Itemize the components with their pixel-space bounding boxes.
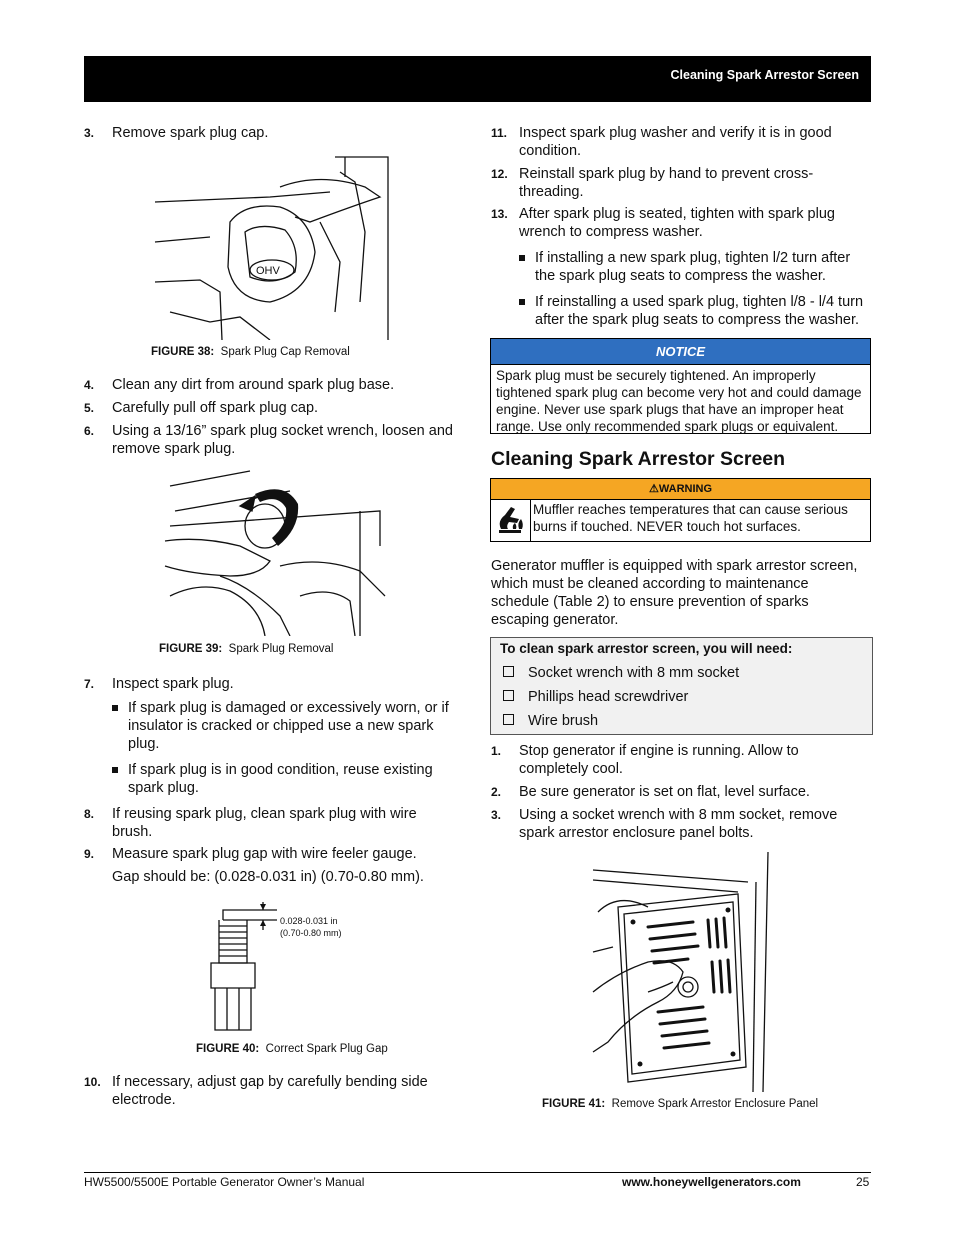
tool-label: Socket wrench with 8 mm socket [528, 665, 740, 681]
bullet-marker [519, 255, 525, 261]
step-number: 10. [84, 1075, 101, 1089]
step-text: If necessary, adjust gap by carefully bending side electrode. [112, 1074, 428, 1108]
bullet-text: If installing a new spark plug, tighten l/2 turn after the spark plug seats to compress the washer. [535, 250, 851, 284]
gap-mm-label: (0.70-0.80 mm) [280, 928, 342, 938]
step-text: If reusing spark plug, clean spark plug with wire brush. [112, 806, 417, 840]
step-number: 9. [84, 847, 95, 861]
section-title: Cleaning Spark Arrestor Screen [491, 448, 786, 470]
intro-paragraph: Generator muffler is equipped with spark arrestor screen, which must be cleaned according to maintenance schedule (Table 2) to ensure prevention of sparks escaping generator. [491, 558, 858, 628]
gap-specification: Gap should be: (0.028-0.031 in) (0.70-0.80 mm). [112, 869, 424, 885]
step-number: 3. [491, 808, 502, 822]
step-text: Clean any dirt from around spark plug base. [112, 377, 395, 393]
figure-label: FIGURE 41: [542, 1098, 606, 1110]
figure-41-caption [542, 1098, 818, 1110]
checkbox-icon [503, 666, 514, 677]
figure-38-caption [151, 346, 350, 358]
footer-url[interactable]: www.honeywellgenerators.com [622, 1175, 801, 1189]
figure-title: Remove Spark Arrestor Enclosure Panel [611, 1098, 819, 1110]
step-number: 13. [491, 207, 508, 221]
header-title: Cleaning Spark Arrestor Screen [670, 68, 859, 82]
step-6 [84, 422, 464, 462]
bullet-marker [112, 767, 118, 773]
figure-title: Spark Plug Cap Removal [220, 346, 350, 358]
footer-manual-title: HW5500/5500E Portable Generator Owner’s Manual [84, 1175, 365, 1189]
tool-item [503, 689, 688, 705]
notice-title: NOTICE [491, 339, 870, 365]
bullet-text: If spark plug is damaged or excessively worn, or if insulator is cracked or chipped use a new spark plug. [128, 700, 449, 752]
step-text: Using a socket wrench with 8 mm socket, remove spark arrestor enclosure panel bolts. [519, 807, 838, 841]
figure-label: FIGURE 40: [196, 1043, 260, 1055]
step-number: 4. [84, 378, 95, 392]
svg-text:OHV: OHV [256, 265, 280, 277]
figure-39-caption [159, 643, 333, 655]
header-bar [84, 56, 871, 102]
figure-label: FIGURE 39: [159, 643, 223, 655]
spark-plug-gap-illustration [205, 898, 365, 1034]
spark-plug-cap-illustration [150, 152, 400, 340]
step-text: Reinstall spark plug by hand to prevent cross-threading. [519, 166, 814, 200]
figure-label: FIGURE 38: [151, 346, 215, 358]
step-text: Inspect spark plug washer and verify it is in good condition. [519, 125, 832, 159]
spark-arrestor-panel-illustration [588, 852, 773, 1092]
tool-item [503, 665, 739, 681]
step-number: 3. [84, 126, 95, 140]
warning-header [491, 479, 870, 500]
step-number: 5. [84, 401, 95, 415]
bullet-marker [519, 299, 525, 305]
step-text: Measure spark plug gap with wire feeler gauge. [112, 846, 417, 862]
warning-box [490, 478, 871, 542]
warning-text: Muffler reaches temperatures that can cause serious burns if touched. NEVER touch hot surfaces. [533, 502, 848, 534]
step-number: 8. [84, 807, 95, 821]
notice-text: Spark plug must be securely tightened. An improperly tightened spark plug can become very hot and could damage engine. Never use spark plugs that have an improper heat range. Use only recommended spark plugs or equivalent. [496, 368, 862, 434]
notice-box [490, 338, 871, 434]
spark-plug-removal-illustration [160, 466, 388, 636]
checkbox-icon [503, 714, 514, 725]
step-number: 1. [491, 744, 502, 758]
tool-label: Wire brush [528, 713, 599, 729]
step-number: 6. [84, 424, 95, 438]
step-text: Inspect spark plug. [112, 676, 234, 692]
step-text: After spark plug is seated, tighten with spark plug wrench to compress washer. [519, 206, 835, 240]
step-text: Remove spark plug cap. [112, 125, 269, 141]
step-number: 11. [491, 126, 508, 140]
bullet-text: If reinstalling a used spark plug, tighten l/8 - l/4 turn after the spark plug seats to compress the washer. [535, 294, 864, 328]
step-text: Carefully pull off spark plug cap. [112, 400, 319, 416]
tool-item [503, 713, 598, 729]
figure-title: Spark Plug Removal [228, 643, 334, 655]
tools-needed-box [490, 637, 873, 735]
step-text: Using a 13/16” spark plug socket wrench, loosen and remove spark plug. [112, 423, 453, 457]
checkbox-icon [503, 690, 514, 701]
gap-inch-label: 0.028-0.031 in [280, 916, 338, 926]
tool-label: Phillips head screwdriver [528, 689, 689, 705]
warning-triangle-icon: ⚠ [648, 483, 659, 495]
step-text: Stop generator if engine is running. Allow to completely cool. [519, 743, 799, 777]
figure-title: Correct Spark Plug Gap [265, 1043, 388, 1055]
hot-surface-icon [491, 499, 531, 541]
bullet-text: If spark plug is in good condition, reuse existing spark plug. [128, 762, 433, 796]
step-text: Be sure generator is set on flat, level surface. [519, 784, 810, 800]
step-number: 2. [491, 785, 502, 799]
tools-title: To clean spark arrestor screen, you will need: [500, 641, 793, 656]
step-number: 12. [491, 167, 508, 181]
figure-40-caption [196, 1043, 388, 1055]
footer-divider [84, 1172, 871, 1173]
warning-title: WARNING [658, 483, 713, 495]
page-number: 25 [856, 1175, 870, 1189]
bullet-marker [112, 705, 118, 711]
step-number: 7. [84, 677, 95, 691]
